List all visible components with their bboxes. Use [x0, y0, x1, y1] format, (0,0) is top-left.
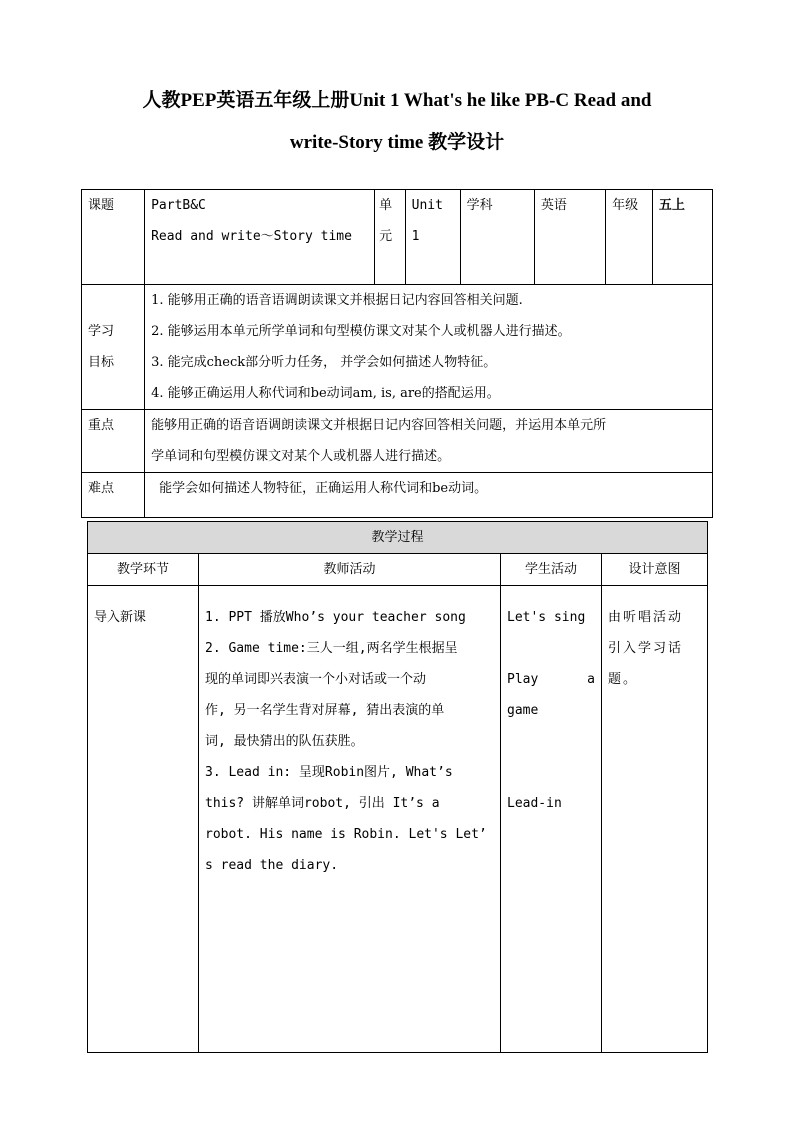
topic-label: 课题: [82, 190, 145, 285]
teacher-line: 3. Lead in: 呈现Robin图片, What’s: [205, 765, 453, 780]
student-activity-play-word: Play: [507, 672, 539, 687]
teacher-line: 2. Game time:三人一组,两名学生根据呈: [205, 641, 458, 656]
subject-value: 英语: [534, 190, 605, 285]
col-stage-header: 教学环节: [88, 554, 199, 586]
difficult-points: 能学会如何描述人物特征，正确运用人称代词和be动词。: [145, 473, 713, 518]
topic-line-2: Read and write～Story time: [151, 229, 352, 244]
subject-label: 学科: [460, 190, 534, 285]
document-title-line-1: 人教PEP英语五年级上册Unit 1 What's he like PB-C Read and: [142, 90, 652, 111]
goals-label: [82, 285, 145, 410]
goals-label-1: 学习: [88, 324, 115, 339]
stage-cell: [88, 586, 199, 1053]
teaching-process-table: [87, 521, 708, 1053]
stage-name: 导入新课: [94, 610, 147, 625]
goal-item: 4. 能够正确运用人称代词和be动词am, is, are的搭配运用。: [151, 386, 500, 401]
teacher-activity-cell: [199, 586, 501, 1053]
col-intent-header: 设计意图: [602, 554, 708, 586]
grade-value: 五上: [652, 190, 712, 285]
unit-value: [405, 190, 460, 285]
student-activity-leadin: Lead-in: [507, 796, 562, 811]
student-activity-cell: [501, 586, 602, 1053]
teacher-line: robot. His name is Robin. Let's Let’: [205, 827, 487, 842]
student-activity-a-word: a: [587, 672, 595, 687]
unit-label-1: 单: [379, 198, 393, 213]
col-student-header: 学生活动: [501, 554, 602, 586]
intent-line: 题。: [608, 672, 639, 687]
design-intent-cell: [602, 586, 708, 1053]
col-teacher-header: 教师活动: [199, 554, 501, 586]
student-activity-sing: Let's sing: [507, 610, 586, 625]
key-line-1: 能够用正确的语音语调朗读课文并根据日记内容回答相关问题，并运用本单元所: [151, 418, 607, 433]
topic-value: [145, 190, 375, 285]
teacher-line: 现的单词即兴表演一个小对话或一个动: [205, 672, 427, 687]
student-activity-game: game: [507, 703, 539, 718]
unit-label-2: 元: [379, 229, 393, 244]
process-header: 教学过程: [88, 522, 708, 554]
teacher-line: s read the diary.: [205, 858, 339, 873]
key-points: [145, 410, 713, 473]
goals-list: [145, 285, 713, 410]
student-activity-play: [507, 664, 595, 695]
difficult-label: 难点: [82, 473, 145, 518]
topic-line-1: PartB&C: [151, 198, 206, 213]
goal-item: 2. 能够运用本单元所学单词和句型模仿课文对某个人或机器人进行描述。: [151, 324, 571, 339]
goals-label-2: 目标: [88, 355, 115, 370]
goal-item: 3. 能完成check部分听力任务， 并学会如何描述人物特征。: [151, 355, 497, 370]
grade-label: 年级: [606, 190, 653, 285]
unit-label: [375, 190, 406, 285]
teacher-line: 作, 另一名学生背对屏幕, 猜出表演的单: [205, 703, 445, 718]
goal-item: 1. 能够用正确的语音语调朗读课文并根据日记内容回答相关问题.: [151, 293, 523, 308]
document-title-line-2: write-Story time 教学设计: [289, 132, 505, 153]
key-line-2: 学单词和句型模仿课文对某个人或机器人进行描述。: [151, 449, 451, 464]
teacher-line: 词, 最快猜出的队伍获胜。: [205, 734, 364, 749]
unit-value-2: 1: [411, 229, 420, 244]
key-label: 重点: [82, 410, 145, 473]
lesson-info-table: [81, 189, 713, 518]
teacher-line: 1. PPT 播放Who’s your teacher song: [205, 610, 466, 625]
intent-line: 引入学习话: [608, 641, 684, 656]
unit-value-1: Unit: [411, 198, 443, 213]
teacher-line: this? 讲解单词robot, 引出 It’s a: [205, 796, 440, 811]
intent-line: 由听唱活动: [608, 610, 684, 625]
